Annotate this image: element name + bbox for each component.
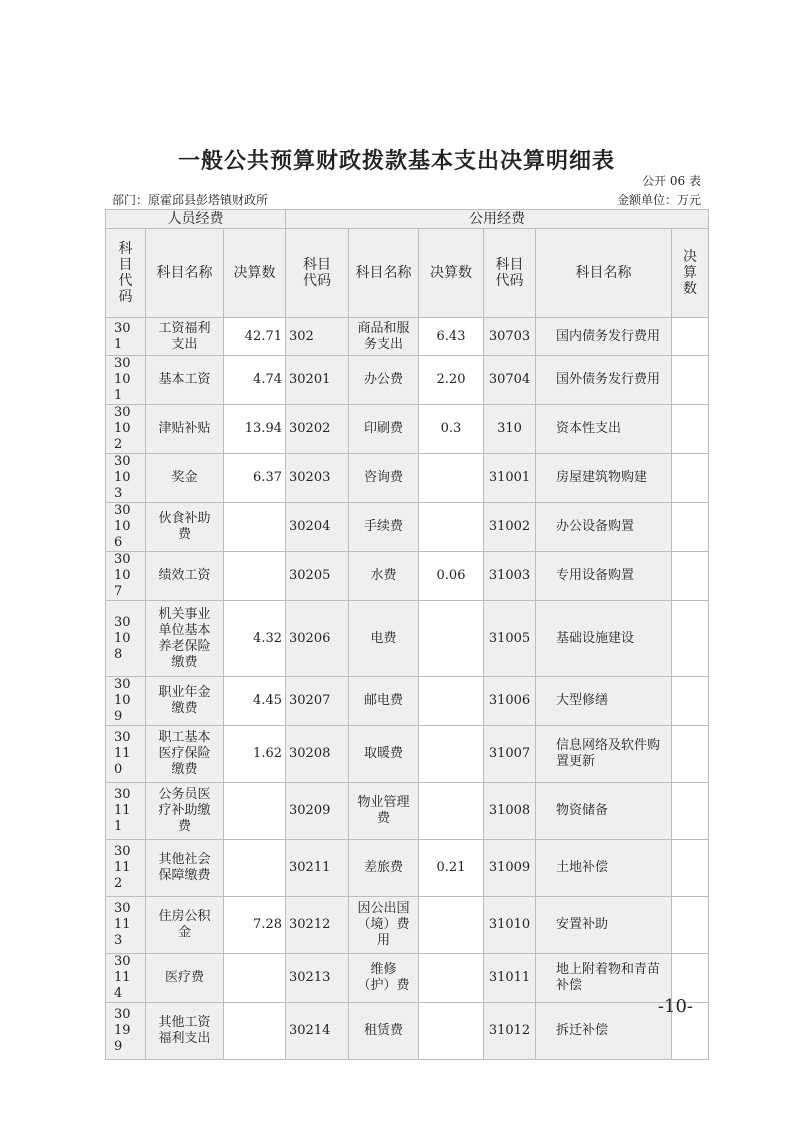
public-name-cell: 物业管理费	[349, 783, 419, 840]
personnel-code-cell: 30113	[106, 897, 146, 954]
group-public: 公用经费	[286, 210, 709, 229]
personnel-name-cell: 职业年金缴费	[146, 677, 224, 726]
capital-amount-cell	[672, 503, 709, 552]
capital-amount-cell	[672, 552, 709, 601]
personnel-amount-cell: 7.28	[224, 897, 286, 954]
personnel-code-cell: 30106	[106, 503, 146, 552]
public-code-cell: 302	[286, 318, 349, 356]
public-amount-cell	[419, 726, 484, 783]
public-name-cell: 水费	[349, 552, 419, 601]
personnel-amount-cell: 4.74	[224, 356, 286, 405]
capital-name-cell: 拆迁补偿	[536, 1003, 672, 1060]
public-name-cell: 租赁费	[349, 1003, 419, 1060]
table-row	[106, 897, 709, 954]
public-name-cell: 电费	[349, 601, 419, 677]
public-amount-cell	[419, 897, 484, 954]
form-number: 公开 06 表	[642, 174, 701, 188]
capital-name-cell: 信息网络及软件购置更新	[536, 726, 672, 783]
capital-name-cell: 资本性支出	[536, 405, 672, 454]
table-row	[106, 503, 709, 552]
public-code-cell: 30204	[286, 503, 349, 552]
personnel-amount-cell	[224, 1003, 286, 1060]
public-amount-cell: 0.06	[419, 552, 484, 601]
personnel-amount-cell	[224, 954, 286, 1003]
public-name-cell: 印刷费	[349, 405, 419, 454]
header-c-code: 科目代码	[484, 229, 536, 318]
capital-code-cell: 30704	[484, 356, 536, 405]
table-row	[106, 601, 709, 677]
public-amount-cell	[419, 601, 484, 677]
public-code-cell: 30206	[286, 601, 349, 677]
public-code-cell: 30202	[286, 405, 349, 454]
capital-amount-cell	[672, 677, 709, 726]
table-row	[106, 1003, 709, 1060]
personnel-code-cell: 30114	[106, 954, 146, 1003]
header-c-amount: 决算数	[672, 229, 709, 318]
public-code-cell: 30211	[286, 840, 349, 897]
public-amount-cell	[419, 954, 484, 1003]
personnel-name-cell: 伙食补助费	[146, 503, 224, 552]
public-amount-cell	[419, 503, 484, 552]
public-code-cell: 30212	[286, 897, 349, 954]
header-g-code: 科目代码	[286, 229, 349, 318]
capital-code-cell: 31005	[484, 601, 536, 677]
page-number: -10-	[657, 996, 693, 1017]
personnel-code-cell: 30111	[106, 783, 146, 840]
personnel-code-cell: 30109	[106, 677, 146, 726]
personnel-name-cell: 机关事业单位基本养老保险缴费	[146, 601, 224, 677]
unit-label: 金额单位：万元	[616, 193, 701, 207]
capital-name-cell: 房屋建筑物购建	[536, 454, 672, 503]
personnel-name-cell: 绩效工资	[146, 552, 224, 601]
personnel-name-cell: 工资福利支出	[146, 318, 224, 356]
capital-code-cell: 310	[484, 405, 536, 454]
department-label: 部门：原霍邱县彭塔镇财政所	[112, 193, 269, 207]
public-amount-cell: 0.3	[419, 405, 484, 454]
capital-amount-cell	[672, 454, 709, 503]
header-g-name: 科目名称	[349, 229, 419, 318]
public-amount-cell	[419, 1003, 484, 1060]
capital-name-cell: 办公设备购置	[536, 503, 672, 552]
personnel-code-cell: 30101	[106, 356, 146, 405]
capital-code-cell: 31008	[484, 783, 536, 840]
capital-name-cell: 国内债务发行费用	[536, 318, 672, 356]
personnel-name-cell: 其他工资福利支出	[146, 1003, 224, 1060]
personnel-name-cell: 职工基本医疗保险缴费	[146, 726, 224, 783]
public-code-cell: 30205	[286, 552, 349, 601]
capital-name-cell: 物资储备	[536, 783, 672, 840]
capital-name-cell: 大型修缮	[536, 677, 672, 726]
capital-amount-cell	[672, 405, 709, 454]
public-code-cell: 30203	[286, 454, 349, 503]
personnel-name-cell: 住房公积金	[146, 897, 224, 954]
public-code-cell: 30208	[286, 726, 349, 783]
table-row	[106, 954, 709, 1003]
table-row	[106, 726, 709, 783]
personnel-amount-cell: 6.37	[224, 454, 286, 503]
public-name-cell: 办公费	[349, 356, 419, 405]
public-code-cell: 30214	[286, 1003, 349, 1060]
capital-code-cell: 31010	[484, 897, 536, 954]
personnel-code-cell: 301	[106, 318, 146, 356]
personnel-name-cell: 其他社会保障缴费	[146, 840, 224, 897]
personnel-code-cell: 30110	[106, 726, 146, 783]
personnel-name-cell: 公务员医疗补助缴费	[146, 783, 224, 840]
personnel-amount-cell: 13.94	[224, 405, 286, 454]
table-row	[106, 405, 709, 454]
personnel-amount-cell	[224, 552, 286, 601]
page-title: 一般公共预算财政拨款基本支出决算明细表	[177, 149, 615, 174]
public-name-cell: 咨询费	[349, 454, 419, 503]
capital-code-cell: 30703	[484, 318, 536, 356]
capital-name-cell: 国外债务发行费用	[536, 356, 672, 405]
capital-amount-cell	[672, 318, 709, 356]
table-row	[106, 677, 709, 726]
personnel-amount-cell: 42.71	[224, 318, 286, 356]
header-g-amount: 决算数	[419, 229, 484, 318]
table-body	[106, 318, 709, 1060]
capital-amount-cell	[672, 601, 709, 677]
capital-amount-cell	[672, 897, 709, 954]
public-name-cell: 因公出国（境）费用	[349, 897, 419, 954]
personnel-code-cell: 30103	[106, 454, 146, 503]
personnel-amount-cell	[224, 783, 286, 840]
capital-name-cell: 专用设备购置	[536, 552, 672, 601]
public-amount-cell: 2.20	[419, 356, 484, 405]
public-name-cell: 差旅费	[349, 840, 419, 897]
public-code-cell: 30207	[286, 677, 349, 726]
public-amount-cell	[419, 677, 484, 726]
table-row	[106, 783, 709, 840]
capital-name-cell: 安置补助	[536, 897, 672, 954]
personnel-amount-cell	[224, 503, 286, 552]
capital-code-cell: 31012	[484, 1003, 536, 1060]
header-c-name: 科目名称	[536, 229, 672, 318]
header-p-code: 科目代码	[106, 229, 146, 318]
capital-code-cell: 31007	[484, 726, 536, 783]
public-name-cell: 商品和服务支出	[349, 318, 419, 356]
public-name-cell: 手续费	[349, 503, 419, 552]
capital-amount-cell	[672, 783, 709, 840]
personnel-name-cell: 基本工资	[146, 356, 224, 405]
capital-code-cell: 31011	[484, 954, 536, 1003]
header-p-amount: 决算数	[224, 229, 286, 318]
capital-code-cell: 31001	[484, 454, 536, 503]
personnel-amount-cell: 4.45	[224, 677, 286, 726]
personnel-code-cell: 30102	[106, 405, 146, 454]
personnel-amount-cell: 1.62	[224, 726, 286, 783]
capital-code-cell: 31009	[484, 840, 536, 897]
public-name-cell: 维修（护）费	[349, 954, 419, 1003]
table-row	[106, 840, 709, 897]
public-name-cell: 邮电费	[349, 677, 419, 726]
table-row	[106, 552, 709, 601]
capital-code-cell: 31006	[484, 677, 536, 726]
public-code-cell: 30201	[286, 356, 349, 405]
personnel-code-cell: 30199	[106, 1003, 146, 1060]
public-code-cell: 30213	[286, 954, 349, 1003]
capital-name-cell: 土地补偿	[536, 840, 672, 897]
capital-name-cell: 地上附着物和青苗补偿	[536, 954, 672, 1003]
capital-amount-cell	[672, 726, 709, 783]
public-amount-cell	[419, 783, 484, 840]
expenditure-table	[105, 209, 709, 1060]
public-amount-cell: 0.21	[419, 840, 484, 897]
personnel-code-cell: 30112	[106, 840, 146, 897]
group-personnel: 人员经费	[106, 210, 286, 229]
public-name-cell: 取暖费	[349, 726, 419, 783]
personnel-code-cell: 30107	[106, 552, 146, 601]
personnel-amount-cell	[224, 840, 286, 897]
public-amount-cell	[419, 454, 484, 503]
table-row	[106, 454, 709, 503]
capital-code-cell: 31003	[484, 552, 536, 601]
capital-code-cell: 31002	[484, 503, 536, 552]
capital-name-cell: 基础设施建设	[536, 601, 672, 677]
public-amount-cell: 6.43	[419, 318, 484, 356]
personnel-name-cell: 津贴补贴	[146, 405, 224, 454]
public-code-cell: 30209	[286, 783, 349, 840]
table-row	[106, 318, 709, 356]
personnel-name-cell: 医疗费	[146, 954, 224, 1003]
personnel-amount-cell: 4.32	[224, 601, 286, 677]
personnel-code-cell: 30108	[106, 601, 146, 677]
table-row	[106, 356, 709, 405]
header-p-name: 科目名称	[146, 229, 224, 318]
personnel-name-cell: 奖金	[146, 454, 224, 503]
capital-amount-cell	[672, 356, 709, 405]
capital-amount-cell	[672, 840, 709, 897]
